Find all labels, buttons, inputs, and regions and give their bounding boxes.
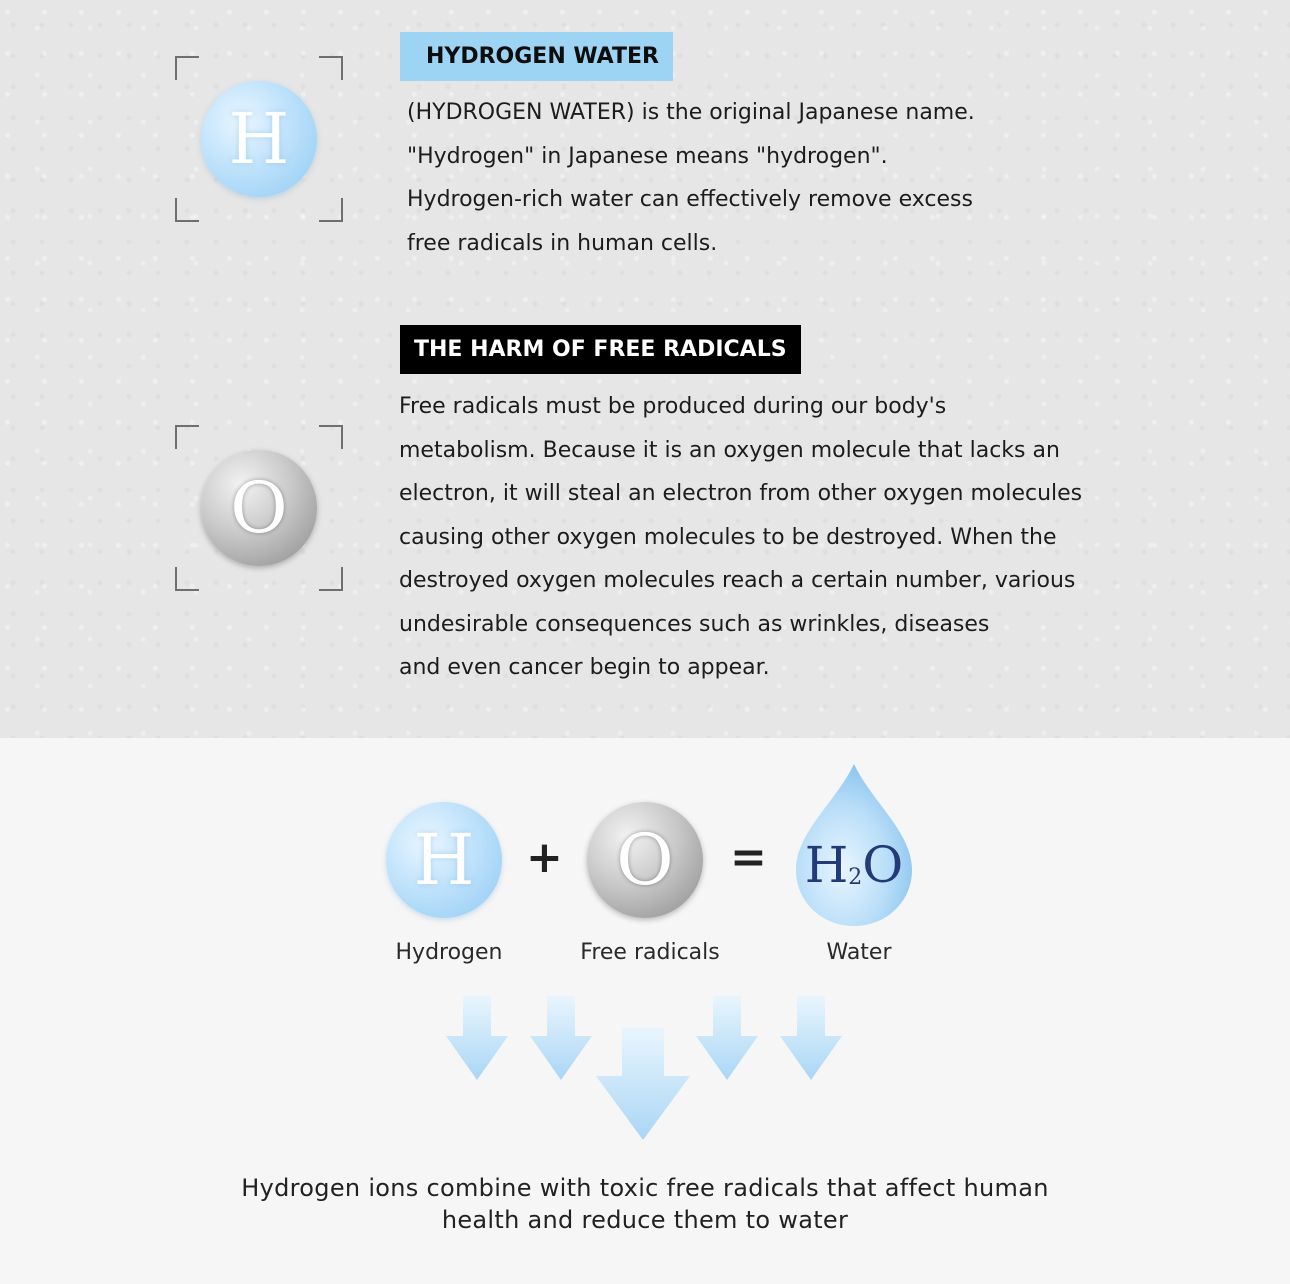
label-free-radicals: Free radicals xyxy=(580,940,720,965)
free-radicals-paragraph xyxy=(399,385,1082,690)
down-arrow-icon xyxy=(696,996,758,1080)
summary-line: health and reduce them to water xyxy=(441,1206,849,1234)
paragraph-line: and even cancer begin to appear. xyxy=(399,655,770,680)
summary-text xyxy=(0,1172,1290,1236)
paragraph-line: free radicals in human cells. xyxy=(407,230,718,256)
hydrogen-water-heading: HYDROGEN WATER xyxy=(400,32,673,81)
paragraph-line: electron, it will steal an electron from other oxygen molecules xyxy=(399,481,1083,506)
paragraph-line: undesirable consequences such as wrinkles, diseases xyxy=(399,611,990,637)
paragraph-line: causing other oxygen molecules to be destroyed. When the xyxy=(399,524,1057,550)
hydrogen-sphere-icon xyxy=(201,81,317,197)
paragraph-line: (HYDROGEN WATER) is the original Japanese name. xyxy=(407,100,975,125)
oxygen-symbol: O xyxy=(230,467,288,549)
paragraph-line: Free radicals must be produced during our body's xyxy=(399,394,947,419)
down-arrow-icon xyxy=(780,996,842,1080)
hydrogen-symbol: H xyxy=(228,98,290,180)
plus-sign: + xyxy=(526,832,563,883)
equation-hydrogen-sphere-icon: H xyxy=(386,802,502,918)
paragraph-line: metabolism. Because it is an oxygen molecule that lacks an xyxy=(399,437,1060,463)
oxygen-sphere-icon xyxy=(201,450,317,566)
down-arrow-icon xyxy=(530,996,592,1080)
equation-oxygen-sphere-icon: O xyxy=(587,802,703,918)
large-down-arrow-icon xyxy=(596,1028,690,1140)
summary-line: Hydrogen ions combine with toxic free radicals that affect human xyxy=(241,1174,1049,1202)
label-water: Water xyxy=(826,940,892,965)
label-hydrogen: Hydrogen xyxy=(395,940,503,965)
paragraph-line: Hydrogen-rich water can effectively remove excess xyxy=(407,187,973,212)
hydrogen-water-paragraph xyxy=(407,91,975,265)
free-radicals-heading: THE HARM OF FREE RADICALS xyxy=(400,325,801,374)
equals-sign: = xyxy=(730,832,767,883)
paragraph-line: destroyed oxygen molecules reach a certain number, various xyxy=(399,568,1076,593)
down-arrow-icon xyxy=(446,996,508,1080)
paragraph-line: "Hydrogen" in Japanese means "hydrogen". xyxy=(407,143,888,169)
water-formula: $H_2O$ xyxy=(804,836,904,894)
